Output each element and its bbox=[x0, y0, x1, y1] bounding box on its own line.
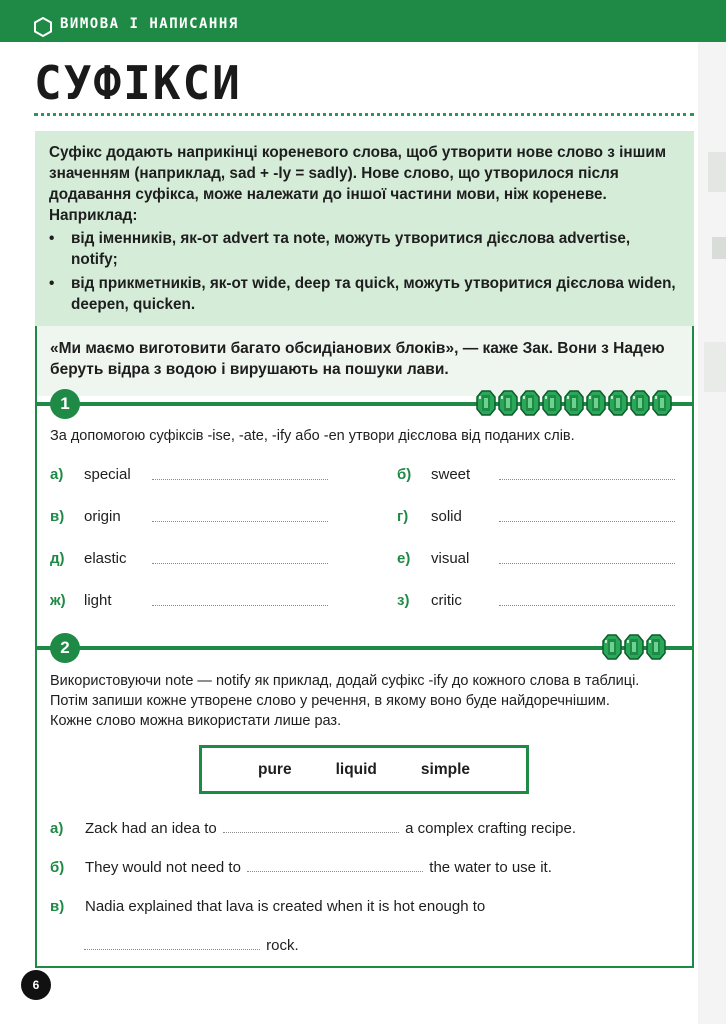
item-letter: ж) bbox=[50, 592, 66, 609]
sentence-text: Nadia explained that lava is created when it is hot enough to bbox=[85, 898, 486, 915]
page-number: 6 bbox=[21, 970, 51, 1000]
answer-line[interactable] bbox=[499, 479, 675, 480]
answer-line[interactable] bbox=[152, 479, 328, 480]
exercise-1-item bbox=[397, 592, 687, 614]
item-word: sweet bbox=[431, 466, 471, 483]
bullet-icon: • bbox=[49, 230, 55, 247]
item-letter: г) bbox=[397, 508, 409, 525]
answer-line[interactable] bbox=[223, 822, 399, 833]
sentence-text: They would not need to bbox=[85, 859, 241, 876]
section-label: ВИМОВА І НАПИСАННЯ bbox=[60, 16, 239, 32]
item-letter: а) bbox=[50, 466, 64, 483]
bullet-icon: • bbox=[49, 275, 55, 292]
item-letter: з) bbox=[397, 592, 410, 609]
exercise-2-divider bbox=[35, 646, 694, 650]
sentence-text: a complex crafting recipe. bbox=[405, 820, 577, 837]
answer-line[interactable] bbox=[84, 939, 260, 950]
emerald-icon bbox=[630, 390, 650, 416]
emerald-icon bbox=[646, 634, 666, 660]
intro-bullet bbox=[49, 228, 680, 270]
intro-box bbox=[35, 131, 694, 326]
title-divider bbox=[34, 113, 694, 116]
intro-list bbox=[49, 228, 680, 315]
exercise-1-item bbox=[50, 592, 340, 614]
sentence-item bbox=[50, 859, 552, 876]
item-word: origin bbox=[84, 508, 121, 525]
sentence-text: Zack had an idea to bbox=[85, 820, 217, 837]
sentence-letter: а) bbox=[50, 820, 64, 837]
exercise-2-instruction-line: Кожне слово можна використати лише раз. bbox=[50, 713, 342, 729]
exercise-2-gems bbox=[602, 634, 666, 660]
exercise-1-instruction: За допомогою суфіксів -ise, -ate, -ify або -en утвори дієслова від поданих слів. bbox=[50, 428, 575, 444]
emerald-icon bbox=[602, 634, 622, 660]
item-letter: е) bbox=[397, 550, 411, 567]
item-word: light bbox=[84, 592, 112, 609]
answer-line[interactable] bbox=[247, 861, 423, 872]
answer-line[interactable] bbox=[499, 605, 675, 606]
word-box-item: simple bbox=[420, 760, 471, 778]
page-title: СУФІКСИ bbox=[34, 56, 242, 110]
intro-paragraph: Суфікс додають наприкінці кореневого слова, щоб утворити нове слово з іншим значенням (наприклад, sad + -ly = sadly). Нове слово, що утворилося після додавання суфікса, може належати до іншої частини мови, ніж кореневе. Наприклад: bbox=[49, 144, 667, 224]
bullet-text: від прикметників, як-от wide, deep та quick, можуть утворитися дієслова widen, deepen, quicken. bbox=[71, 275, 676, 313]
emerald-icon bbox=[586, 390, 606, 416]
item-word: critic bbox=[431, 592, 462, 609]
bullet-text: від іменників, як-от advert та note, можуть утворитися дієслова advertise, notify; bbox=[71, 230, 631, 268]
word-box-item: liquid bbox=[335, 760, 377, 778]
emerald-icon bbox=[652, 390, 672, 416]
answer-line[interactable] bbox=[499, 563, 675, 564]
exercise-1-number: 1 bbox=[50, 389, 80, 419]
intro-bullet bbox=[49, 273, 680, 315]
exercise-1-item bbox=[397, 550, 687, 572]
exercise-2-instruction-line: Використовуючи note — notify як приклад, додай суфікс -ify до кожного слова в таблиці. bbox=[50, 673, 640, 689]
emerald-icon bbox=[564, 390, 584, 416]
sentence-text: rock. bbox=[266, 937, 299, 954]
exercise-1-item bbox=[397, 508, 687, 530]
answer-line[interactable] bbox=[152, 605, 328, 606]
sentence-item bbox=[84, 937, 299, 954]
exercise-2-number: 2 bbox=[50, 633, 80, 663]
sentence-text: the water to use it. bbox=[429, 859, 552, 876]
emerald-icon bbox=[624, 634, 644, 660]
emerald-icon bbox=[476, 390, 496, 416]
sentence-letter: в) bbox=[50, 898, 65, 915]
emerald-icon bbox=[608, 390, 628, 416]
emerald-icon bbox=[520, 390, 540, 416]
exercise-1-gems bbox=[476, 390, 672, 416]
exercise-1-item bbox=[50, 508, 340, 530]
word-box bbox=[199, 745, 529, 794]
item-letter: в) bbox=[50, 508, 65, 525]
emerald-icon bbox=[498, 390, 518, 416]
hexagon-icon bbox=[34, 17, 52, 37]
sentence-item bbox=[50, 898, 485, 915]
header-bar bbox=[0, 0, 726, 42]
sentence-item bbox=[50, 820, 576, 837]
exercise-1-item bbox=[50, 466, 340, 488]
exercise-2-instruction-line: Потім запиши кожне утворене слово у речення, в якому воно буде найдоречнішим. bbox=[50, 693, 610, 709]
word-box-item: pure bbox=[257, 760, 292, 778]
item-word: visual bbox=[431, 550, 470, 567]
sentence-letter: б) bbox=[50, 859, 65, 876]
item-word: elastic bbox=[84, 550, 127, 567]
exercise-1-item bbox=[397, 466, 687, 488]
answer-line[interactable] bbox=[499, 521, 675, 522]
item-letter: д) bbox=[50, 550, 65, 567]
exercise-1-item bbox=[50, 550, 340, 572]
item-letter: б) bbox=[397, 466, 412, 483]
answer-line[interactable] bbox=[152, 563, 328, 564]
item-word: solid bbox=[431, 508, 462, 525]
decorative-edge bbox=[698, 42, 726, 1024]
item-word: special bbox=[84, 466, 131, 483]
emerald-icon bbox=[542, 390, 562, 416]
story-text: «Ми маємо виготовити багато обсидіанових блоків», — каже Зак. Вони з Надею беруть відра з водою і вирушають на пошуки лави. bbox=[50, 340, 665, 378]
answer-line[interactable] bbox=[152, 521, 328, 522]
